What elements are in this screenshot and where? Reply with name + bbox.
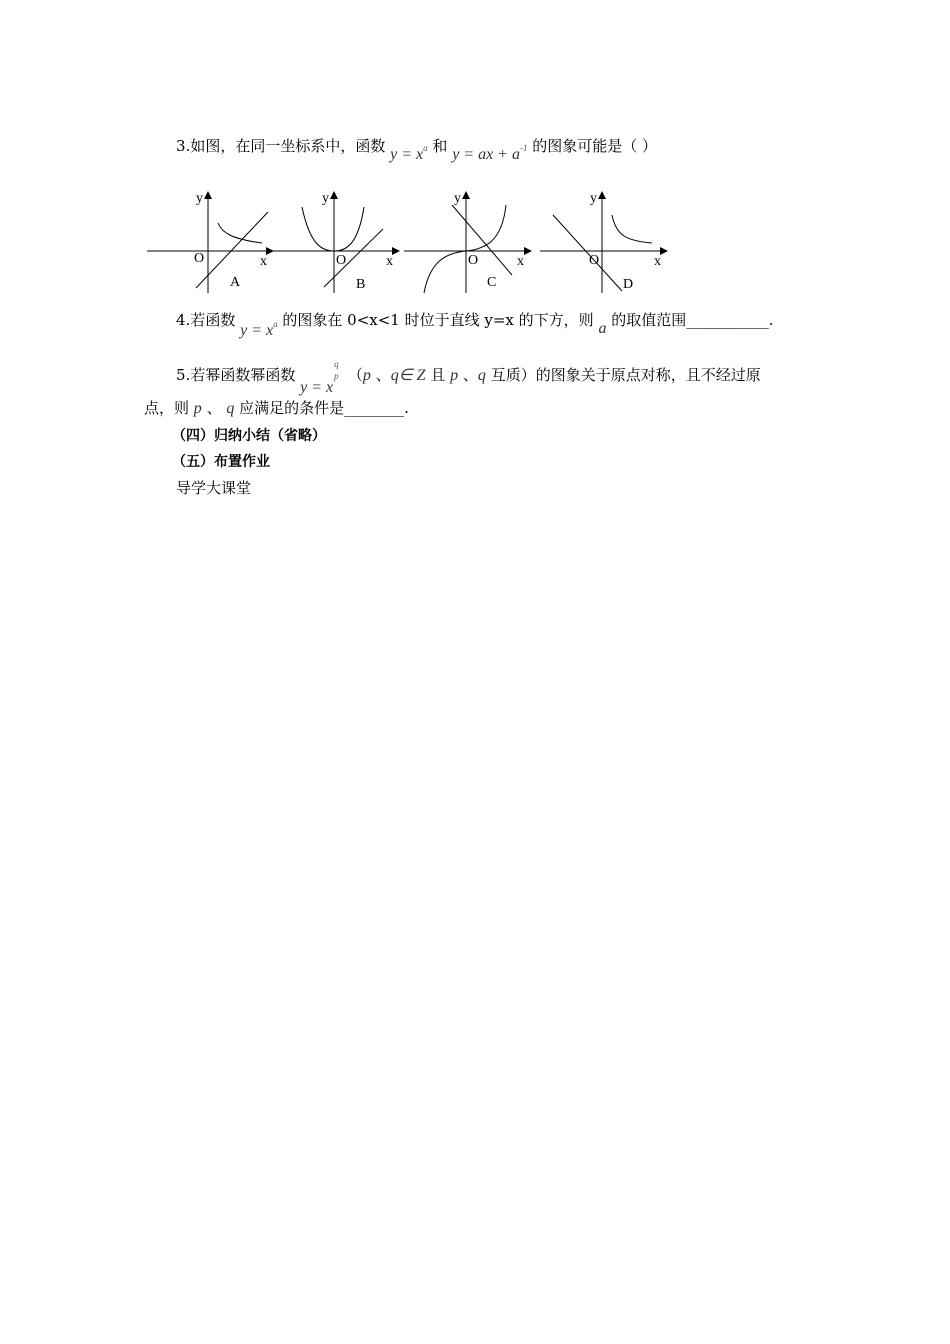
q4-text-after: 的取值范围___________. xyxy=(611,311,774,329)
graph-b-x-label: x xyxy=(386,254,393,269)
q5-cond-open: （ xyxy=(347,366,363,384)
graph-c-x-label: x xyxy=(517,254,524,269)
graph-a-y-label: y xyxy=(196,191,203,206)
q5-line2-end: 应满足的条件是________. xyxy=(239,399,409,417)
q3-formula-2: y = ax + $a^{-1}$ xyxy=(452,143,528,163)
graph-a-origin: O xyxy=(194,251,205,266)
q3-text-before: 如图，在同一坐标系中，函数 xyxy=(190,137,386,155)
q5-cond-text-2: 互质）的图象关于原点对称，且不经过原 xyxy=(490,366,761,384)
q5-p: p xyxy=(362,367,371,384)
q4-text-before: 若函数 xyxy=(190,311,236,329)
graph-c-label: C xyxy=(487,275,497,290)
q5-sep-2: 、 xyxy=(462,366,478,384)
q3-formula-1: $y = x^a$ xyxy=(390,143,428,163)
q4-text-mid: 的图象在 0<x<1 时位于直线 y=x 的下方，则 xyxy=(282,311,594,329)
graph-b-label: B xyxy=(356,277,366,292)
q5-sep-3: 、 xyxy=(206,399,222,417)
graph-d-label: D xyxy=(623,277,634,292)
graph-c xyxy=(404,191,530,293)
graph-d-x-label: x xyxy=(654,254,661,269)
graph-a-x-label: x xyxy=(260,254,267,269)
graph-b xyxy=(272,191,398,293)
q5-q-3: q xyxy=(226,400,235,417)
question-5-line-2 xyxy=(144,398,409,419)
q5-in-z: ∈ Z xyxy=(398,367,426,384)
q3-and: 和 xyxy=(432,137,448,155)
graph-d-y-label: y xyxy=(590,191,597,206)
answer-graphs xyxy=(0,185,950,295)
graph-d-origin: O xyxy=(589,253,600,268)
q5-p-3: p xyxy=(193,400,202,417)
q5-cond-text: 且 xyxy=(430,366,446,384)
graph-a-label: A xyxy=(230,275,241,290)
q5-p-2: p xyxy=(450,367,459,384)
question-4 xyxy=(176,304,774,339)
graph-a xyxy=(147,191,272,293)
q5-sep: 、 xyxy=(375,366,391,384)
q5-number: 5. xyxy=(176,366,191,384)
q4-number: 4. xyxy=(176,311,191,329)
homework-text: 导学大课堂 xyxy=(176,479,252,497)
q4-var-a: a xyxy=(598,320,607,337)
q4-formula: $y = x^a$ xyxy=(240,319,278,339)
q5-q: q xyxy=(390,367,399,384)
graph-c-origin: O xyxy=(468,253,479,268)
section-homework: （五）布置作业 xyxy=(172,454,270,470)
q5-formula: y = x q p xyxy=(300,359,339,396)
graph-b-origin: O xyxy=(336,253,347,268)
graph-d xyxy=(540,191,666,293)
q5-q-2: q xyxy=(477,367,486,384)
q5-text-before: 若幂函数幂函数 xyxy=(190,366,296,384)
question-5 xyxy=(176,359,761,396)
question-3 xyxy=(176,130,658,163)
section-summary: （四）归纳小结（省略） xyxy=(172,428,326,444)
q3-number: 3. xyxy=(176,137,191,155)
q3-text-after: 的图象可能是（ ） xyxy=(532,137,658,155)
graph-c-y-label: y xyxy=(454,191,461,206)
graph-b-y-label: y xyxy=(322,191,329,206)
q5-line2-start: 点，则 xyxy=(144,399,190,417)
